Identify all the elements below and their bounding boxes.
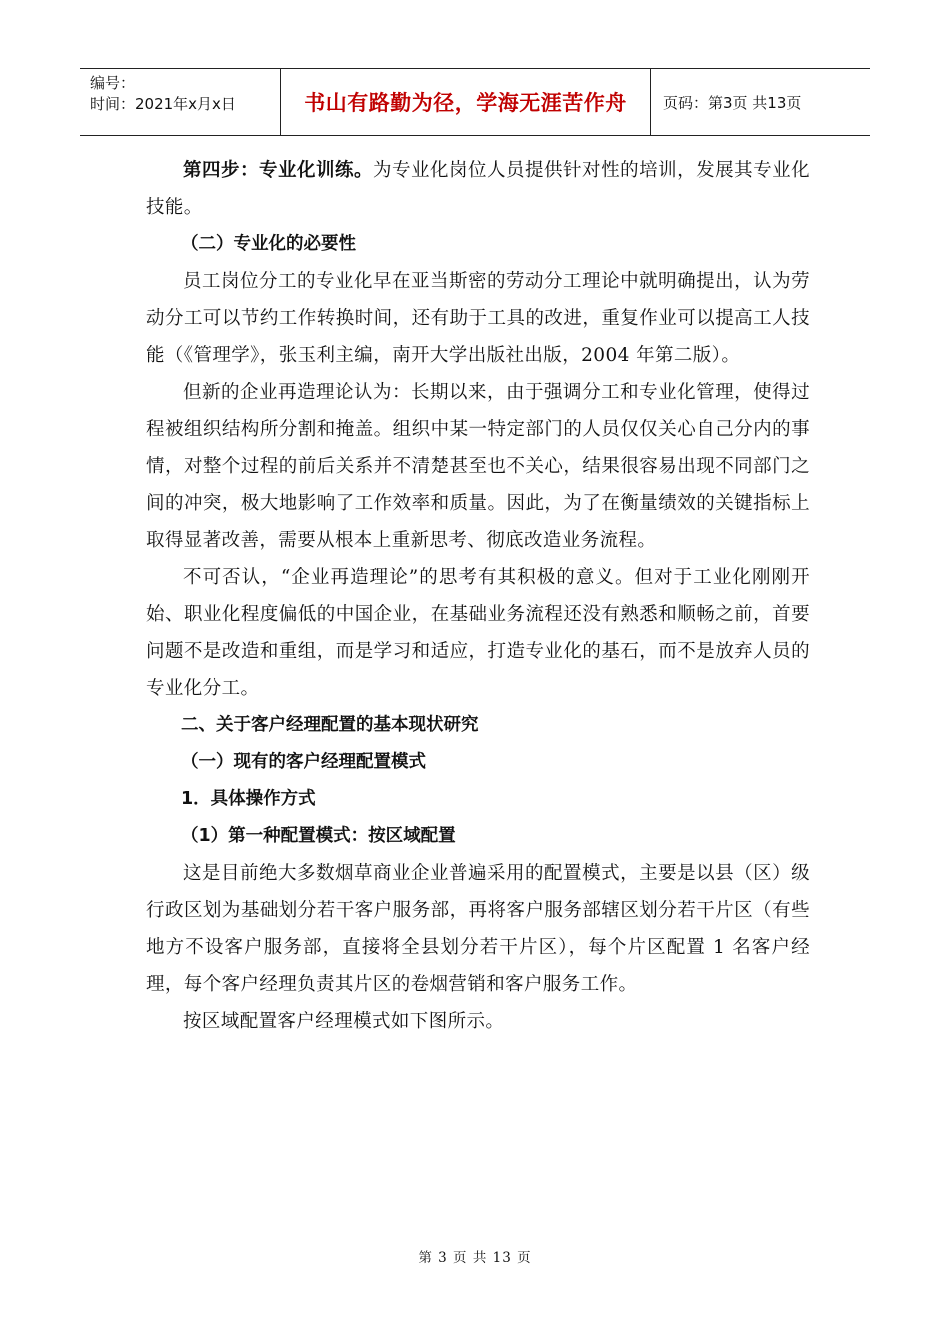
step4-text: 为专业化岗位人员提供针对性的培训，发展其专业化技能。 xyxy=(146,160,810,218)
serial-label: 编号： xyxy=(90,74,136,92)
header-motto: 书山有路勤为径，学海无涯苦作舟 xyxy=(281,69,651,135)
paragraph-4: 这是目前绝大多数烟草商业企业普遍采用的配置模式，主要是以县（区）级行政区划为基础划分若干客户服务部，再将客户服务部辖区划分若干片区（有些地方不设客户服务部，直接将全县划分若干片区），每个片区配置 1 名客户经理，每个客户经理负责其片区的卷烟营销和客户服务工作。 xyxy=(146,863,810,995)
heading-section-2: 二、关于客户经理配置的基本现状研究 xyxy=(181,715,479,735)
paragraph-step4 xyxy=(146,152,810,226)
header-page-info: 页码：第3页 共13页 xyxy=(663,93,802,112)
paragraph-1: 员工岗位分工的专业化早在亚当斯密的劳动分工理论中就明确提出，认为劳动分工可以节约工作转换时间，还有助于工具的改进，重复作业可以提高工人技能（《管理学》，张玉利主编，南开大学出版社出版，2004 年第二版）。 xyxy=(146,271,810,366)
page-header xyxy=(80,68,870,136)
heading-mode-1: （1）第一种配置模式：按区域配置 xyxy=(181,826,456,846)
document-body xyxy=(146,152,810,1040)
date-label: 时间：2021年x月x日 xyxy=(90,95,236,113)
paragraph-3: 不可否认，“企业再造理论”的思考有其积极的意义。但对于工业化刚刚开始、职业化程度偏低的中国企业，在基础业务流程还没有熟悉和顺畅之前，首要问题不是改造和重组，而是学习和适应，打造专业化的基石，而不是放弃人员的专业化分工。 xyxy=(146,567,810,699)
step4-lead: 第四步：专业化训练。 xyxy=(183,160,374,181)
paragraph-2: 但新的企业再造理论认为：长期以来，由于强调分工和专业化管理，使得过程被组织结构所分割和掩盖。组织中某一特定部门的人员仅仅关心自己分内的事情，对整个过程的前后关系并不清楚甚至也不关心，结果很容易出现不同部门之间的冲突，极大地影响了工作效率和质量。因此，为了在衡量绩效的关键指标上取得显著改善，需要从根本上重新思考、彻底改造业务流程。 xyxy=(146,382,810,551)
heading-necessity: （二）专业化的必要性 xyxy=(181,234,356,254)
page-footer: 第 3 页 共 13 页 xyxy=(418,1250,532,1266)
heading-operation: 1．具体操作方式 xyxy=(181,789,316,809)
heading-existing-modes: （一）现有的客户经理配置模式 xyxy=(181,752,426,772)
header-meta xyxy=(80,69,281,135)
paragraph-5: 按区域配置客户经理模式如下图所示。 xyxy=(183,1011,505,1032)
